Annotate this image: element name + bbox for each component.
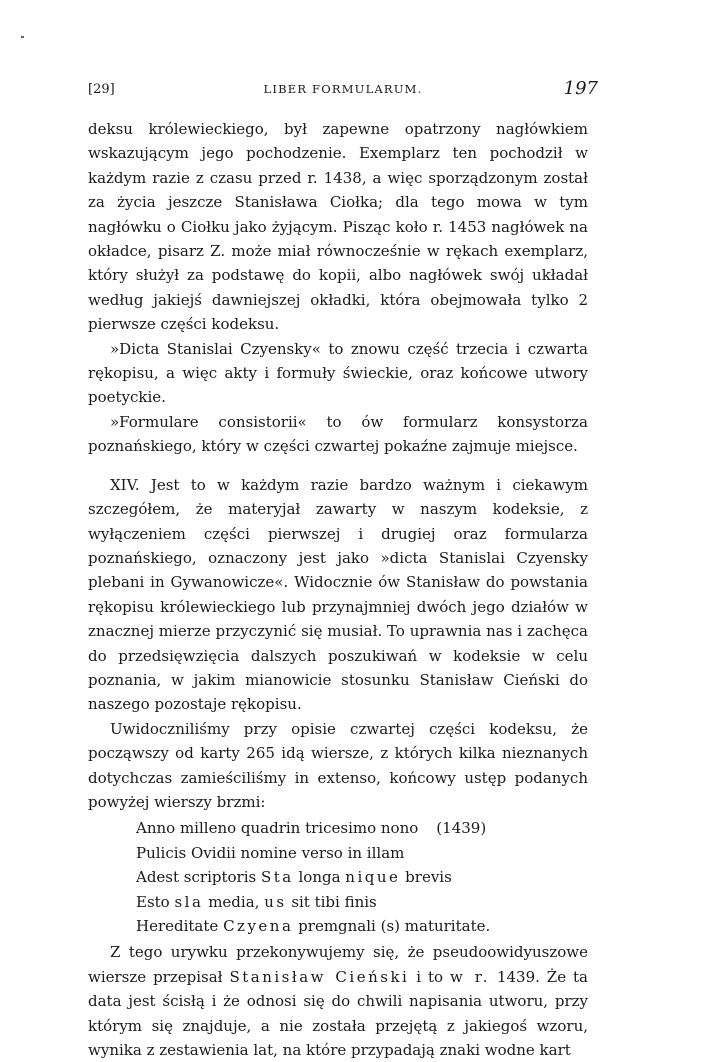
header-section-number: [29]	[88, 82, 115, 97]
verse-line-1-text: Anno milleno quadrin tricesimo nono	[136, 819, 419, 838]
paragraph-6-a: Z tego urywku przekonywujemy się, że pseudoowidyuszowe wiersze przepisał	[88, 943, 588, 986]
page-number: 197	[563, 78, 598, 99]
verse-line-3	[136, 865, 588, 889]
verse-line-3-a: Adest scriptoris	[136, 868, 261, 887]
page-body	[88, 117, 588, 1062]
paragraph-6-d: w r.	[449, 967, 491, 986]
verse-line-3-e: brevis	[400, 868, 452, 887]
paragraph-6-name: Stanisław Cieński	[229, 967, 410, 986]
verse-line-4	[136, 890, 588, 914]
verse-line-5-c: premgnali (s) maturitate.	[293, 917, 491, 935]
verse-line-4-b: sla	[174, 892, 204, 911]
paragraph-4: XIV. Jest to w każdym razie bardzo ważnym i ciekawym szczegółem, że materyjał zawarty w naszym kodeksie, z wyłączeniem części pierwszej i drugiej oraz formularza poznańskiego, oznaczony jest jako »dicta Stanislai Czyensky plebani in Gywanowicze«. Widocznie ów Stanisław do powstania rękopisu królewieckiego lub przynajmniej dwóch jego działów w znacznej mierze przyczynić się musiał. To uprawnia nas i zachęca do przedsięwzięcia dalszych poszukiwań w kodeksie w celu poznania, w jakim mianowicie stosunku Stanisław Cieński do naszego pozostaje rękopisu.	[88, 475, 588, 714]
verse-line-4-d: us	[264, 892, 287, 911]
verse-line-3-b: Sta	[260, 868, 294, 887]
verse-line-5-a: Hereditate	[136, 917, 224, 935]
verse-block	[136, 816, 588, 938]
verse-line-5-b: Czyena	[223, 917, 294, 935]
verse-line-3-d: nique	[345, 868, 401, 887]
verse-line-5	[136, 914, 588, 938]
paragraph-6-e: 1439. Że ta data jest ścisłą i że odnosi się do chwili napisania utworu, przy którym się znajduje, a nie została przejętą z jakiegoś wzoru, wynika z zestawienia lat, na które przypadają znaki wodne kart	[88, 967, 589, 1060]
paragraph-3: »Formulare consistorii« to ów formularz konsystorza poznańskiego, który w części czwartej pokaźne zajmuje miejsce.	[88, 412, 588, 456]
verse-line-1	[136, 816, 588, 840]
verse-line-4-c: media,	[203, 892, 265, 911]
paragraph-6-c: i to	[409, 967, 450, 986]
paragraph-6	[88, 940, 588, 1062]
running-header	[88, 78, 598, 106]
verse-line-3-c: longa	[293, 868, 346, 887]
print-mark	[21, 36, 24, 38]
paragraph-2: »Dicta Stanislai Czyensky« to znowu część trzecia i czwarta rękopisu, a więc akty i formuły świeckie, oraz końcowe utwory poetyckie.	[88, 339, 588, 407]
verse-line-4-a: Esto	[136, 892, 175, 911]
verse-line-2: Pulicis Ovidii nomine verso in illam	[136, 843, 405, 862]
paragraph-1: deksu królewieckiego, był zapewne opatrzony nagłówkiem wskazującym jego pochodzenie. Exemplarz ten pochodził w każdym razie z czasu przed r. 1438, a więc sporządzonym został za życia jeszcze Stanisława Ciołka; dla tego mowa w tym nagłówku o Ciołku jako żyjącym. Pisząc koło r. 1453 nagłówek na okładce, pisarz Z. może miał równocześnie w rękach exemplarz, który służył za podstawę do kopii, albo nagłówek swój układał według jakiejś dawniejszej okładki, która obejmowała tylko 2 pierwsze części kodeksu.	[88, 120, 588, 334]
paragraph-5: Uwidoczniliśmy przy opisie czwartej części kodeksu, że począwszy od karty 265 idą wiersze, z których kilka nieznanych dotychczas zamieściliśmy in extenso, końcowy ustęp podanych powyżej wierszy brzmi:	[88, 719, 588, 811]
verse-year: (1439)	[436, 819, 487, 838]
verse-line-4-e: sit tibi finis	[286, 892, 377, 911]
header-title: LIBER FORMULARUM.	[263, 82, 423, 96]
